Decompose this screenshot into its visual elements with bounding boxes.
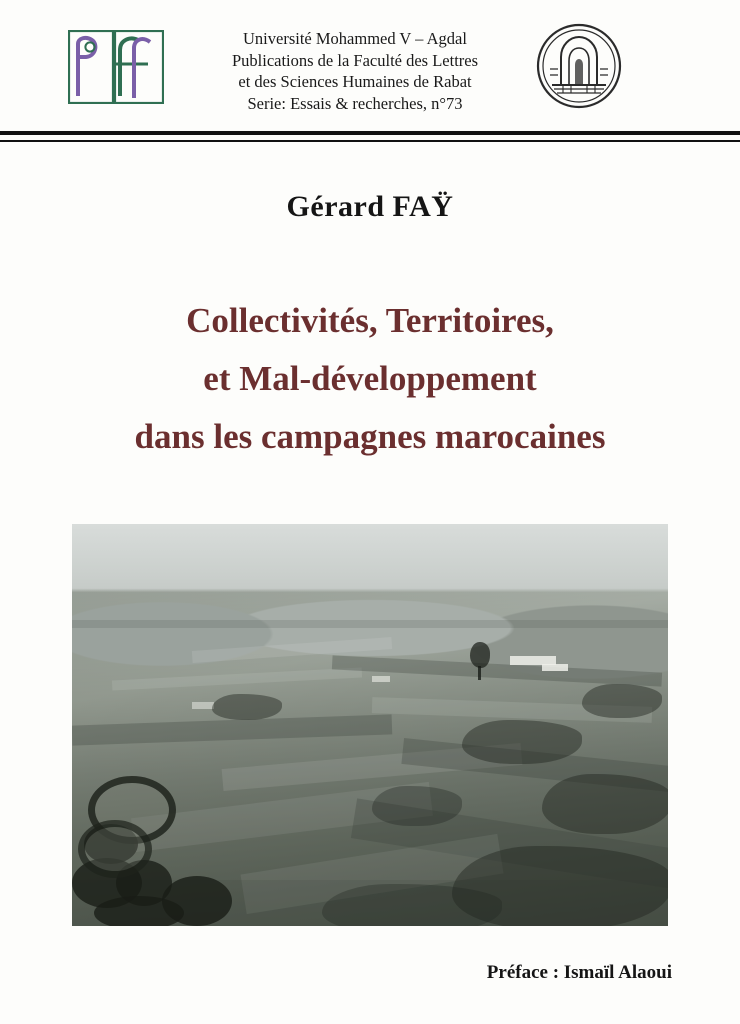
title-line-2: et Mal-développement — [203, 359, 537, 398]
publisher-info — [175, 28, 535, 114]
publisher-line-2: Publications de la Faculté des Lettres — [231, 50, 479, 70]
series-line: Serie: Essais & recherches, n°73 — [247, 93, 463, 113]
publisher-line-3: et des Sciences Humaines de Rabat — [238, 72, 472, 91]
title-line-3: dans les campagnes marocaines — [134, 417, 606, 456]
cover-photograph-image — [72, 524, 668, 926]
header-divider-thick — [0, 131, 740, 135]
title-line-1: Collectivités, Territoires, — [186, 301, 554, 340]
cover-header — [0, 0, 740, 128]
publisher-line-1: Université Mohammed V – Agdal — [243, 29, 467, 48]
header-divider-thin — [0, 140, 740, 142]
author-name: Gérard FAŸ — [286, 190, 454, 223]
university-seal-logo — [536, 23, 622, 109]
cover-photograph — [72, 524, 668, 926]
preface-credit: Préface : Ismaïl Alaoui — [486, 962, 672, 983]
book-title — [0, 292, 740, 466]
faculte-lettres-logo — [68, 30, 164, 104]
